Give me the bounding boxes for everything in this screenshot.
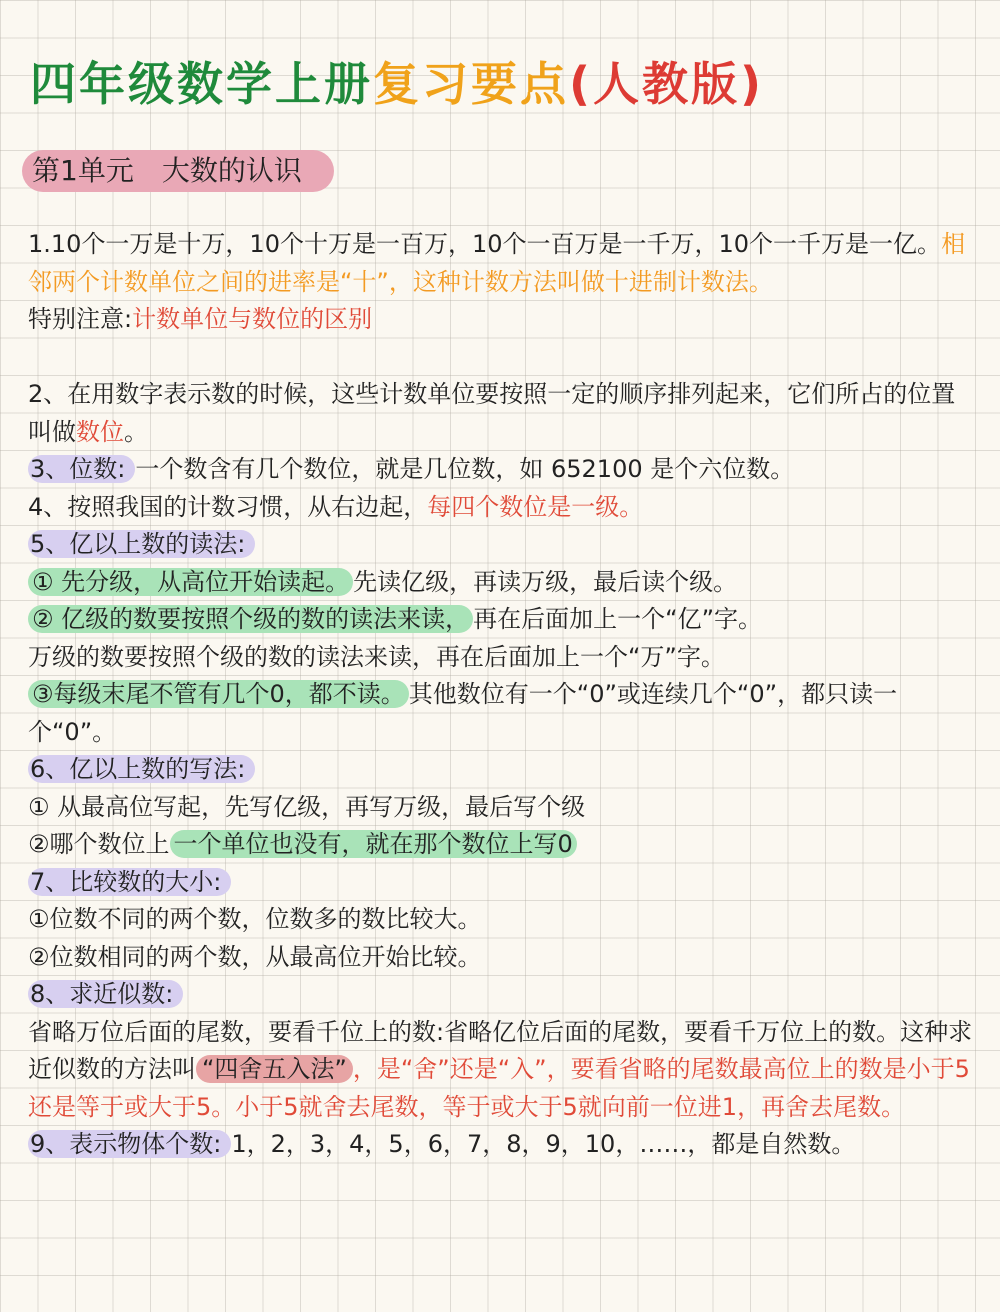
title-part-grade: 四年级数学上册 <box>30 57 373 111</box>
point-1-text: 1.10个一万是十万，10个十万是一百万，10个一百万是一千万，10个一千万是一亿。 <box>28 230 942 258</box>
point-5-line-3: 万级的数要按照个级的数的读法来读，再在后面加上一个“万”字。 <box>28 642 725 671</box>
point-7-heading <box>28 864 973 902</box>
point-2-end: 。 <box>124 417 148 446</box>
point-2-term: 数位 <box>76 417 124 446</box>
point-5-line-1-text: 先读亿级，再读万级，最后读个级。 <box>353 567 738 596</box>
point-8-body <box>28 1014 973 1127</box>
point-6-line-1: ① 从最高位写起，先写亿级，再写万级，最后写个级 <box>28 792 586 821</box>
point-6-line-2 <box>28 826 973 864</box>
point-5-line-2-highlight: ② 亿级的数要按照个级的数的读法来读， <box>28 605 473 633</box>
title-part-edition: (人教版) <box>569 57 765 111</box>
point-4 <box>28 489 973 527</box>
special-note <box>28 301 973 339</box>
point-5-line-4-text: 其他数位有一个“0”或连续几个“0”，都只读一个“0”。 <box>28 680 898 746</box>
point-6-heading <box>28 751 973 789</box>
point-5-heading <box>28 526 973 564</box>
point-1 <box>28 226 973 301</box>
spacer <box>28 339 973 377</box>
point-4-text: 4、按照我国的计数习惯，从右边起， <box>28 492 428 521</box>
point-7-line-2: ②位数相同的两个数，从最高位开始比较。 <box>28 942 482 971</box>
point-5-line-2 <box>28 601 973 639</box>
special-note-label: 特别注意: <box>28 305 133 333</box>
point-2-text: 2、在用数字表示数的时候，这些计数单位要按照一定的顺序排列起来，它们所占的位置叫做 <box>28 380 956 446</box>
page-title <box>30 48 764 114</box>
point-6-line-2-highlight: 一个单位也没有，就在那个数位上写0 <box>170 830 577 858</box>
point-7-heading-text: 7、比较数的大小: <box>28 868 231 896</box>
point-7-line-1: ①位数不同的两个数，位数多的数比较大。 <box>28 905 482 933</box>
point-8-method: “四舍五入法” <box>196 1055 353 1083</box>
point-6-heading-text: 6、亿以上数的写法: <box>28 755 255 783</box>
point-6-line-2-start: ②哪个数位上 <box>28 830 170 858</box>
point-1-highlight: 相邻两个计数单位之间的进率是“十”，这种计数方法叫做十进制计数法。 <box>28 230 966 296</box>
special-note-text: 计数单位与数位的区别 <box>132 305 373 333</box>
point-3 <box>28 451 973 489</box>
point-9-label: 9、表示物体个数: <box>28 1130 231 1158</box>
point-5-line-1 <box>28 564 973 602</box>
point-2 <box>28 376 973 451</box>
point-8-text: 省略万位后面的尾数，要看千位上的数:省略亿位后面的尾数，要看千万位上的数。这种求近似数的方法叫 <box>28 1017 973 1083</box>
point-5-line-4-highlight: ③每级末尾不管有几个0，都不读。 <box>28 680 409 708</box>
point-8-rule: ，是“舍”还是“入”，要看省略的尾数最高位上的数是小于5还是等于或大于5。小于5就舍去尾数，等于或大于5就向前一位进1，再舍去尾数。 <box>28 1055 970 1121</box>
point-4-highlight: 每四个数位是一级。 <box>427 492 644 521</box>
point-9 <box>28 1126 973 1164</box>
point-8-heading <box>28 976 973 1014</box>
point-5-line-1-highlight: ① 先分级，从高位开始读起。 <box>28 568 353 596</box>
point-9-text: 1，2，3，4，5，6，7，8，9，10，……，都是自然数。 <box>231 1130 856 1158</box>
point-5-line-4 <box>28 676 973 751</box>
point-5-heading-text: 5、亿以上数的读法: <box>28 530 255 558</box>
unit-header: 第1单元 大数的认识 <box>22 150 334 192</box>
title-part-review: 复习要点 <box>373 57 569 111</box>
point-3-text: 一个数含有几个数位，就是几位数，如 652100 是个六位数。 <box>135 455 795 483</box>
point-5-line-2-text: 再在后面加上一个“亿”字。 <box>473 605 763 633</box>
point-8-heading-text: 8、求近似数: <box>28 980 183 1008</box>
point-3-label: 3、位数: <box>28 455 135 483</box>
notes-content <box>28 226 973 1164</box>
